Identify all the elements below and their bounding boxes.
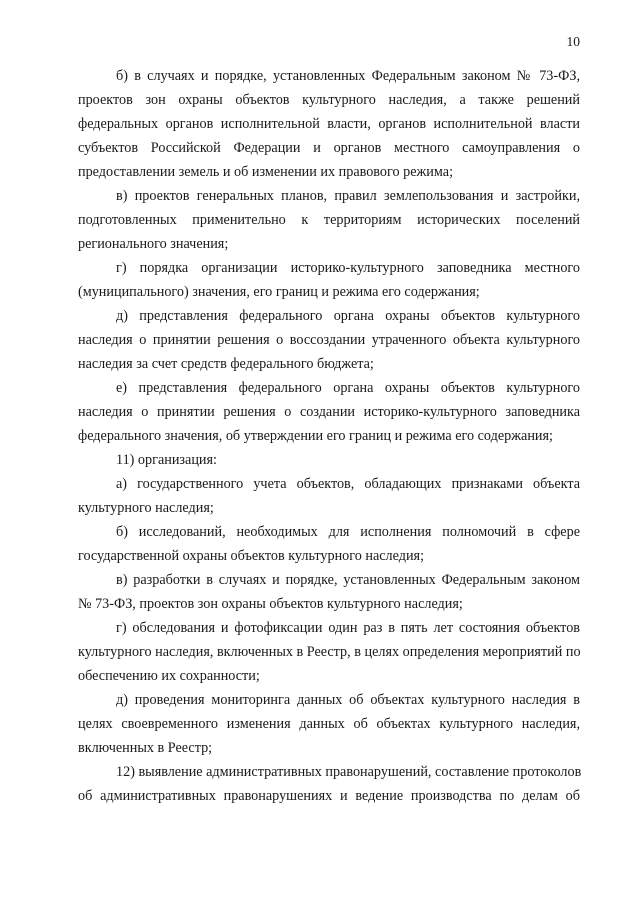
page-number: 10	[566, 34, 580, 49]
text-line: регионального значения;	[78, 236, 229, 252]
text-line: № 73-ФЗ, проектов зон охраны объектов культурного наследия;	[78, 596, 463, 612]
text-line: федерального значения, об утверждении его границ и режима его содержания;	[78, 428, 553, 444]
paragraph-d-11	[78, 688, 580, 760]
text-line: в) проектов генеральных планов, правил землепользования и застройки,	[116, 188, 580, 204]
text-line: субъектов Российской Федерации и органов местного самоуправления о	[78, 140, 580, 156]
paragraph-g-1	[78, 256, 580, 304]
text-line: культурного наследия, включенных в Реестр, в целях определения мероприятий по	[78, 644, 581, 660]
text-line: подготовленных применительно к территориям исторических поселений	[78, 212, 580, 228]
text-line: государственной охраны объектов культурного наследия;	[78, 548, 425, 564]
paragraph-v-11	[78, 568, 580, 616]
text-line: наследия за счет средств федерального бюджета;	[78, 356, 374, 372]
text-line: б) в случаях и порядке, установленных Федеральным законом № 73-ФЗ,	[116, 68, 580, 84]
text-line: 12) выявление административных правонарушений, составление протоколов	[116, 764, 582, 780]
text-line: б) исследований, необходимых для исполнения полномочий в сфере	[116, 524, 580, 540]
text-line: обеспечению их сохранности;	[78, 668, 260, 684]
paragraph-v-1	[78, 184, 580, 256]
paragraph-item-12	[78, 760, 580, 808]
document-body	[78, 64, 580, 808]
text-line: г) обследования и фотофиксации один раз в пять лет состояния объектов	[116, 620, 580, 636]
paragraph-d-1	[78, 304, 580, 376]
paragraph-g-11	[78, 616, 580, 688]
text-line: федеральных органов исполнительной власти, органов исполнительной власти	[78, 116, 580, 132]
text-line: предоставлении земель и об изменении их правового режима;	[78, 164, 454, 180]
text-line: г) порядка организации историко-культурного заповедника местного	[116, 260, 580, 276]
text-line: д) проведения мониторинга данных об объектах культурного наследия в	[116, 692, 580, 708]
text-line: 11) организация:	[116, 452, 217, 468]
text-line: е) представления федерального органа охраны объектов культурного	[116, 380, 580, 396]
text-line: целях своевременного изменения данных об объектах культурного наследия,	[78, 716, 580, 732]
paragraph-b-1	[78, 64, 580, 184]
text-line: (муниципального) значения, его границ и режима его содержания;	[78, 284, 480, 300]
text-line: д) представления федерального органа охраны объектов культурного	[116, 308, 580, 324]
paragraph-item-11	[78, 448, 580, 472]
text-line: культурного наследия;	[78, 500, 214, 516]
paragraph-b-11	[78, 520, 580, 568]
paragraph-e-1	[78, 376, 580, 448]
text-line: об административных правонарушениях и ведение производства по делам об	[78, 788, 580, 804]
text-line: наследия о принятии решения о воссоздании утраченного объекта культурного	[78, 332, 580, 348]
text-line: а) государственного учета объектов, обладающих признаками объекта	[116, 476, 580, 492]
text-line: в) разработки в случаях и порядке, установленных Федеральным законом	[116, 572, 580, 588]
paragraph-a-11	[78, 472, 580, 520]
text-line: включенных в Реестр;	[78, 740, 213, 756]
text-line: наследия о принятии решения о создании историко-культурного заповедника	[78, 404, 580, 420]
text-line: проектов зон охраны объектов культурного наследия, а также решений	[78, 92, 580, 108]
